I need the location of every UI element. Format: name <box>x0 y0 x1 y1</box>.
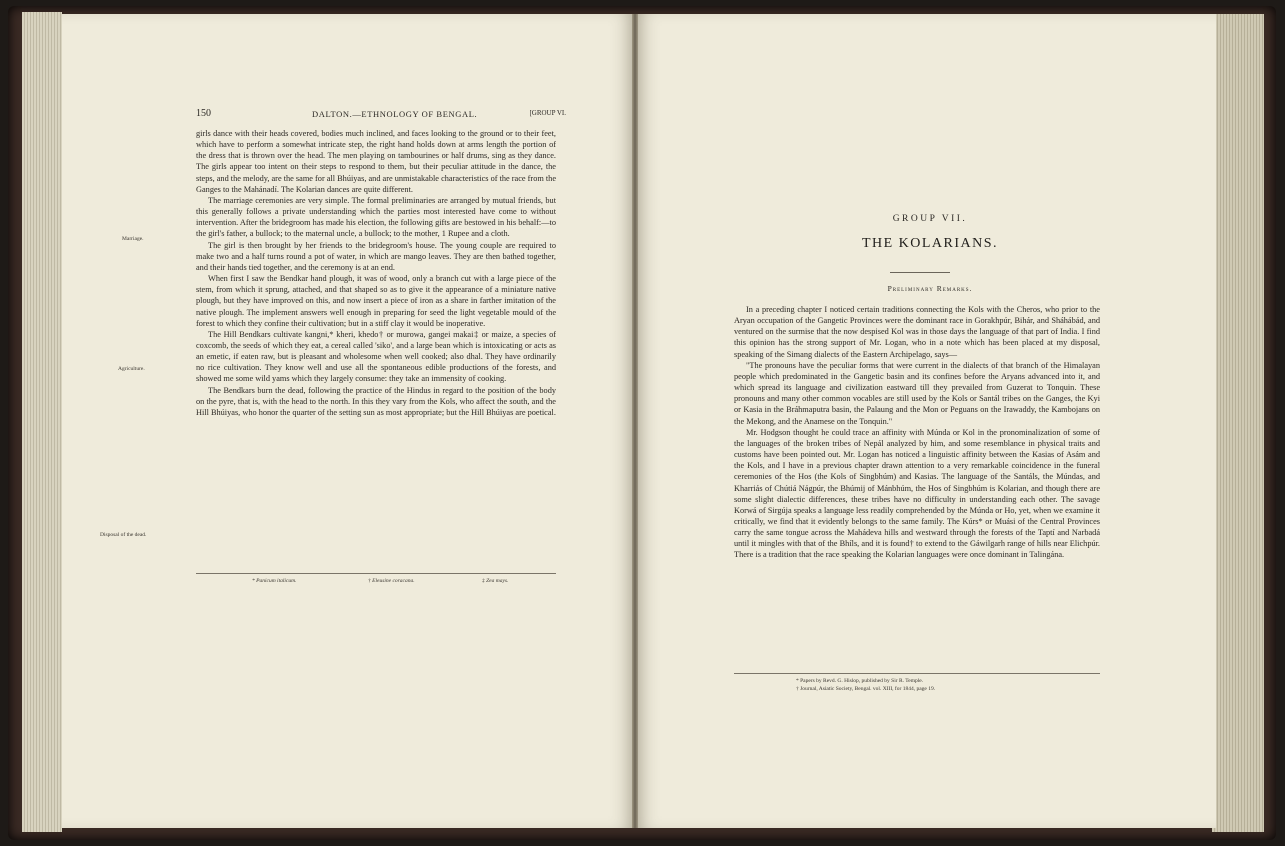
running-title: DALTON.—ETHNOLOGY OF BENGAL. <box>312 109 478 119</box>
page-number: 150 <box>196 108 211 119</box>
book-gutter <box>632 14 638 828</box>
running-group-label: [GROUP VI. <box>529 109 566 117</box>
paragraph: The girl is then brought by her friends to the bridegroom's house. The young couple are required to make two and a half turns round a pot of water, in which are mango leaves. They are then bathed together, and their hands tied together, and the ceremony is at an end. <box>196 240 556 272</box>
right-footnotes <box>734 673 1100 694</box>
paragraph: The Hill Bendkars cultivate kangni,* kheri, khedo† or murowa, gangei makai‡ or maize, a species of coxcomb, the seeds of which they eat, a cereal called 'siko', and a large bean which is intoxicating or acts as an emetic, if eaten raw, but is pleasant and wholesome when well cooked; also dhal. They have ordinarily no rice cultivation. They know well and use all the spontaneous edible productions of the forests, and showed me some wild yams which they largely consume: they take an immensity of cooking. <box>196 329 556 384</box>
margin-note-agriculture: Agriculture. <box>118 366 145 372</box>
footnote: † Eleusine coracana. <box>368 578 415 584</box>
left-footnotes <box>196 573 556 586</box>
paragraph: girls dance with their heads covered, bodies much inclined, and faces looking to the ground or to their feet, which have to perform a somewhat intricate step, the right hand holds down at arms length the portion of the dress that is thrown over the head. The men playing on tambourines or half drums, sing as they dance. The girls appear too intent on their steps to respond to them, but their peculiar attitude in the dance, the steps, and the melody, are the same for all Bhúiyas, and are unmistakable characteristics of the race from the Ganges to the Mahánadí. The Kolarian dances are quite different. <box>196 129 556 194</box>
group-title: GROUP VII. <box>892 214 968 224</box>
margin-note-marriage: Marriage. <box>122 236 144 242</box>
paragraph: In a preceding chapter I noticed certain traditions connecting the Kols with the Cheros, who prior to the Aryan occupation of the Gangetic Provinces were the dominant race in Gorakhpúr, Bihár, and Sháhábád, and ventured on the surmise that the now despised Kol was in those days the language of that part of India. I find this opinion has the strong support of Mr. Logan, who in a note which has been placed at my disposal, speaking of the Simang dialects of the Eastern Archipelago, says— <box>734 305 1100 359</box>
left-running-head <box>196 108 566 122</box>
left-page-body <box>196 128 556 588</box>
title-rule <box>890 272 950 273</box>
paragraph: Mr. Hodgson thought he could trace an affinity with Múnda or Kol in the pronominalization of some of the languages of the broken tribes of Nepál analyzed by him, and some resemblance in physical traits and customs have been pointed out. Mr. Logan has noticed a linguistic affinity between the Kasias of Asám and the Kols, and I have in a previous chapter drawn attention to a very remarkable coincidence in the funeral ceremonies of the Hos (the Kols of Singbhúm) and Kasias. The language of the Santáls, the Múndas, and Kharriás of Chútiá Nágpúr, the Bhúmij of Mánbhúm, the Hos of Singbhúm is Kolarian, and though there are some slight dialectic differences, these tribes have no difficulty in understanding each other. The savage Korwá of Sirgúja speaks a language less readily comprehended by the Múnda or Ho, yet, when we examine it critically, we find that it evidently belongs to the same family. The Kúrs* or Muási of the Central Provinces carry the same tongue across the Mahádeva hills and westward through the forests of the Taptí and Narbadá until it mingles with that of the Bhíls, and it is found† to extend to the Gáwilgarh range of hills near Elichpúr. There is a tradition that the race speaking the Kolarian languages were once dominant in Talingána. <box>734 427 1100 560</box>
page-edges-right <box>1212 14 1264 832</box>
page-edges-left <box>22 12 62 832</box>
chapter-title: THE KOLARIANS. <box>861 236 999 251</box>
margin-note-disposal: Disposal of the dead. <box>100 532 147 538</box>
footnote: ‡ Zea mays. <box>482 578 509 584</box>
footnote: * Papers by Revd. G. Hislop, published by Sir R. Temple. <box>796 678 924 684</box>
footnote: † Journal, Asiatic Society, Bengal. vol. XIII, for 1844, page 19. <box>796 686 936 692</box>
paragraph: When first I saw the Bendkar hand plough, it was of wood, only a branch cut with a large piece of the stem, from which it sprung, attached, and that shaped so as to give it the appearance of a miniature native plough, but they have improved on this, and now insert a piece of iron as a share in farther imitation of the native plough. The implement answers well enough in preparing for seed the light vegetable mould of the forest to which they confine their cultivation; but in a stiff clay it would be inoperative. <box>196 274 556 328</box>
paragraph: The Bendkars burn the dead, following the practice of the Hindus in regard to the position of the body on the pyre, that is, with the head to the north. In this they vary from the Kols, who affect the south, and the Hill Bhúiyas, who honor the quarter of the setting sun as most appropriate; but the Hill Bhúiyas are poetical. <box>196 385 556 417</box>
paragraph: The marriage ceremonies are very simple. The formal preliminaries are arranged by mutual friends, but this generally follows a private understanding which the parties most interested have come to without intervention. After the bridegroom has made his election, the following gifts are bestowed in his behalf:—to the girl's father, a bullock; to the maternal uncle, a bullock; to the mother, 1 Rupee and a cloth. <box>196 195 556 239</box>
right-page-body <box>734 304 1100 671</box>
paragraph: "The pronouns have the peculiar forms that were current in the dialects of that branch of the Himalayan people which predominated in the Gangetic basin and its confines before the Aryans advanced into it, and which spread its language and civilization eastward till they prevailed from Guzerat to Tonquin. These pronouns and many other common vocables are still used by the Kols or Santál tribes on the Ganges, the Kyi or Kasia in the Bráhmaputra basin, the Palaung and the Mon or Peguans on the Irawaddy, the Kambojans on the Mekong, and the Anamese on the Tonquin." <box>734 360 1100 426</box>
section-title: Preliminary Remarks. <box>887 284 973 293</box>
footnote: * Panicum italicum. <box>252 578 297 584</box>
